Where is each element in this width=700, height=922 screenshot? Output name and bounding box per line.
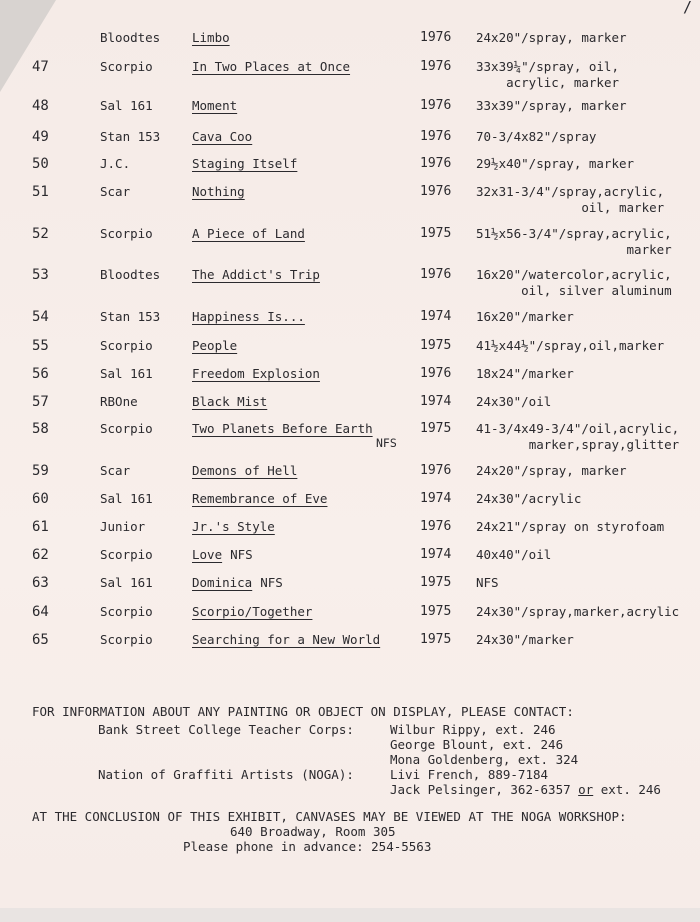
medium-line: 16x20"/watercolor,acrylic, [476, 267, 672, 282]
artist-name: Scorpio [100, 338, 153, 353]
artwork-title-cell [192, 30, 230, 46]
artwork-title-cell [192, 547, 253, 563]
year: 1976 [420, 59, 452, 74]
nfs-label: NFS [260, 575, 283, 590]
artist-name: J.C. [100, 156, 131, 171]
artist-name: Scorpio [100, 59, 153, 74]
medium-line: 24x30"/spray,marker,acrylic [476, 604, 680, 619]
artwork-title-cell [192, 491, 327, 507]
artist-name: Scorpio [100, 421, 153, 436]
size-medium [476, 394, 551, 410]
artwork-title-cell [192, 421, 373, 437]
table-row [0, 226, 700, 270]
artwork-title: Staging Itself [192, 156, 298, 171]
size-medium [476, 547, 551, 563]
catalog-number: 57 [32, 394, 49, 410]
noga-contact: Livi French, 889-7184 [390, 767, 549, 782]
artwork-title-cell [192, 519, 275, 535]
page-mark: / [683, 0, 693, 16]
artwork-title: Jr.'s Style [192, 519, 275, 534]
catalog-number: 50 [32, 156, 49, 172]
bank-street-org: Bank Street College Teacher Corps: [98, 722, 354, 737]
artwork-title: Limbo [192, 30, 230, 45]
size-medium [476, 156, 634, 172]
catalog-number: 53 [32, 267, 49, 283]
artwork-title-cell [192, 632, 380, 648]
artwork-title: In Two Places at Once [192, 59, 351, 74]
medium-line: 24x30"/marker [476, 632, 574, 647]
artist-name: Scorpio [100, 547, 153, 562]
year: 1976 [420, 98, 452, 113]
size-medium [476, 463, 627, 479]
year: 1974 [420, 309, 452, 324]
artwork-title-cell [192, 59, 350, 75]
noga-org: Nation of Graffiti Artists (NOGA): [98, 767, 354, 782]
size-medium [476, 98, 627, 114]
year: 1976 [420, 129, 452, 144]
year: 1974 [420, 394, 452, 409]
artwork-title-cell [192, 156, 297, 172]
year: 1975 [420, 338, 452, 353]
catalog-number: 52 [32, 226, 49, 242]
artwork-title-cell [192, 338, 237, 354]
artwork-title-cell [192, 98, 237, 114]
catalog-number: 56 [32, 366, 49, 382]
phone-advance: Please phone in advance: 254-5563 [183, 839, 432, 854]
year: 1976 [420, 519, 452, 534]
medium-line: 70-3/4x82"/spray [476, 129, 597, 144]
year: 1975 [420, 575, 452, 590]
artwork-title: Scorpio/Together [192, 604, 313, 619]
size-medium [476, 309, 574, 325]
artwork-title: People [192, 338, 238, 353]
artwork-title-cell [192, 267, 320, 283]
artist-name: Bloodtes [100, 30, 161, 45]
size-medium [476, 338, 664, 354]
year: 1975 [420, 632, 452, 647]
artwork-title: The Addict's Trip [192, 267, 320, 282]
medium-line: 33x39¼"/spray, oil, [476, 59, 619, 74]
artwork-title: Love [192, 547, 223, 562]
nfs-label: NFS [230, 547, 253, 562]
artwork-title-cell [192, 226, 305, 242]
catalog-number: 54 [32, 309, 49, 325]
artwork-title-cell [192, 129, 252, 145]
artist-name: Bloodtes [100, 267, 161, 282]
artwork-title-cell [192, 184, 245, 200]
artist-name: Sal 161 [100, 98, 153, 113]
medium-line: 24x20"/spray, marker [476, 463, 627, 478]
size-medium [476, 604, 679, 620]
conclusion-text: AT THE CONCLUSION OF THIS EXHIBIT, CANVASES MAY BE VIEWED AT THE NOGA WORKSHOP: [32, 809, 627, 824]
table-row [0, 59, 700, 103]
artwork-title: Nothing [192, 184, 245, 199]
medium-line-continued: marker,spray,glitter [528, 437, 680, 452]
year: 1976 [420, 366, 452, 381]
artist-name: Scorpio [100, 632, 153, 647]
medium-line: 32x31-3/4"/spray,acrylic, [476, 184, 665, 199]
size-medium [476, 267, 672, 299]
bank-contact: Wilbur Rippy, ext. 246 [390, 722, 556, 737]
medium-line: 24x21"/spray on styrofoam [476, 519, 665, 534]
catalog-number: 61 [32, 519, 49, 535]
medium-line: 51½x56-3/4"/spray,acrylic, [476, 226, 672, 241]
workshop-address: 640 Broadway, Room 305 [230, 824, 396, 839]
year: 1975 [420, 604, 452, 619]
year: 1976 [420, 267, 452, 282]
catalog-number: 49 [32, 129, 49, 145]
catalog-number: 60 [32, 491, 49, 507]
artwork-title-cell [192, 604, 312, 620]
artist-name: Scar [100, 463, 131, 478]
table-row [0, 632, 700, 676]
medium-line: 29½x40"/spray, marker [476, 156, 635, 171]
size-medium [476, 632, 574, 648]
artist-name: RBOne [100, 394, 138, 409]
artist-name: Junior [100, 519, 146, 534]
size-medium [476, 491, 581, 507]
catalog-number: 65 [32, 632, 49, 648]
artist-name: Stan 153 [100, 309, 161, 324]
year: 1976 [420, 156, 452, 171]
artwork-title-cell [192, 309, 305, 325]
size-medium [476, 226, 672, 258]
noga-contact-jack [390, 782, 661, 797]
medium-line: 24x30"/acrylic [476, 491, 582, 506]
year: 1976 [420, 30, 452, 45]
artist-name: Stan 153 [100, 129, 161, 144]
catalog-number: 55 [32, 338, 49, 354]
year: 1976 [420, 463, 452, 478]
medium-line: 16x20"/marker [476, 309, 574, 324]
table-row [0, 421, 700, 465]
artwork-title: Freedom Explosion [192, 366, 320, 381]
medium-line: 18x24"/marker [476, 366, 574, 381]
medium-line: 41½x44½"/spray,oil,marker [476, 338, 665, 353]
artwork-title: A Piece of Land [192, 226, 305, 241]
size-medium [476, 519, 664, 535]
size-medium [476, 366, 574, 382]
catalog-number: 64 [32, 604, 49, 620]
catalog-number: 51 [32, 184, 49, 200]
artwork-title-cell [192, 463, 297, 479]
catalog-number: 62 [32, 547, 49, 563]
artwork-title: Remembrance of Eve [192, 491, 328, 506]
year: 1975 [420, 421, 452, 436]
catalog-number: 63 [32, 575, 49, 591]
artwork-title-cell [192, 575, 283, 591]
artist-name: Scar [100, 184, 131, 199]
catalog-number: 47 [32, 59, 49, 75]
artwork-title: Happiness Is... [192, 309, 305, 324]
year: 1976 [420, 184, 452, 199]
medium-line: 41-3/4x49-3/4"/oil,acrylic, [476, 421, 680, 436]
size-medium [476, 30, 627, 46]
medium-line-continued: oil, silver aluminum [521, 283, 672, 298]
year: 1975 [420, 226, 452, 241]
medium-line: 24x20"/spray, marker [476, 30, 627, 45]
artist-name: Sal 161 [100, 575, 153, 590]
page-bottom-edge [0, 908, 700, 922]
artwork-title: Two Planets Before Earth [192, 421, 373, 436]
bank-contact: George Blount, ext. 246 [390, 737, 564, 752]
catalog-number: 58 [32, 421, 49, 437]
catalog-number: 48 [32, 98, 49, 114]
artwork-title: Searching for a New World [192, 632, 381, 647]
medium-line: 24x30"/oil [476, 394, 552, 409]
medium-line: NFS [476, 575, 499, 590]
artist-name: Sal 161 [100, 366, 153, 381]
artist-name: Scorpio [100, 604, 153, 619]
size-medium [476, 575, 499, 591]
artwork-title: Cava Coo [192, 129, 253, 144]
artwork-title-cell [192, 394, 267, 410]
medium-line-continued: oil, marker [581, 200, 665, 215]
size-medium [476, 421, 679, 453]
artwork-title: Demons of Hell [192, 463, 298, 478]
size-medium [476, 129, 596, 145]
year: 1974 [420, 491, 452, 506]
medium-line-continued: acrylic, marker [506, 75, 619, 90]
artwork-title-cell [192, 366, 320, 382]
table-row [0, 184, 700, 228]
medium-line: 33x39"/spray, marker [476, 98, 627, 113]
size-medium [476, 59, 619, 91]
medium-line: 40x40"/oil [476, 547, 552, 562]
jack-ext: ext. 246 [600, 782, 661, 797]
artist-name: Sal 161 [100, 491, 153, 506]
year: 1974 [420, 547, 452, 562]
jack-phone: Jack Pelsinger, 362-6357 [390, 782, 571, 797]
artwork-title: Dominica [192, 575, 253, 590]
info-heading: FOR INFORMATION ABOUT ANY PAINTING OR OBJECT ON DISPLAY, PLEASE CONTACT: [32, 704, 574, 719]
artwork-title: Moment [192, 98, 238, 113]
or-underlined: or [578, 782, 594, 797]
size-medium [476, 184, 664, 216]
bank-contact: Mona Goldenberg, ext. 324 [390, 752, 579, 767]
artist-name: Scorpio [100, 226, 153, 241]
catalog-number: 59 [32, 463, 49, 479]
table-row [0, 267, 700, 311]
medium-line-continued: marker [626, 242, 672, 257]
nfs-label: NFS [376, 436, 397, 450]
artwork-title: Black Mist [192, 394, 268, 409]
